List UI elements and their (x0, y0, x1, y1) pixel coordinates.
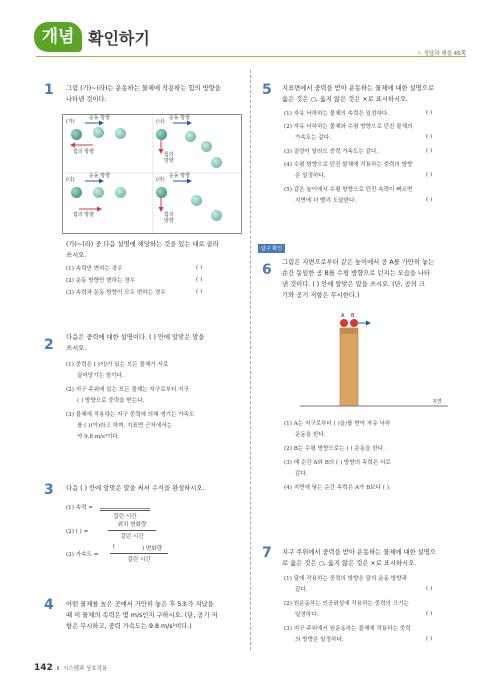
chapter-label: Ⅱ. 시스템과 상호작용 (56, 666, 108, 672)
page-number: 142 (34, 663, 53, 673)
answer-item: 가속도는 같다. (295, 135, 331, 141)
answer-reference-text: 정답과 해설 45쪽 (423, 51, 466, 57)
ball-a-label: A (341, 313, 345, 319)
formula-numerator: ) 변화량 (141, 546, 163, 552)
ball (185, 131, 196, 142)
answer-item: 같다. (295, 587, 308, 593)
answer-blank[interactable]: ( ) (426, 611, 433, 617)
page-footer (34, 663, 107, 673)
ball-b-label: B (351, 313, 355, 319)
question-number: 1 (44, 82, 54, 98)
answer-blank[interactable]: ( ) (426, 110, 433, 116)
answer-blank[interactable]: ( ) (426, 134, 433, 140)
answer-item: 를 ( )(이)라고 하며, 지표면 근처에서는 (77, 423, 173, 429)
question-text: (가)~(라) 중 다음 설명에 해당하는 것을 있는 대로 골라 (66, 241, 219, 248)
header-rule (36, 56, 466, 57)
question-text: 옳은 것은 ○, 옳지 않은 것은 ×로 표시하시오. (282, 96, 409, 103)
force-direction-figure (62, 114, 242, 234)
panel-label: (나) (156, 119, 165, 125)
answer-item: (1) 속력만 변하는 경우 (66, 266, 123, 272)
answer-item: (2) 원운동하는 인공위성에 작용하는 중력의 크기는 (284, 601, 409, 607)
formula-denominator: 걸린 시간 (113, 514, 137, 520)
force-direction-label: 힘의 (164, 152, 174, 158)
formula-label: (1) 속력 = (66, 505, 93, 511)
pencil-icon: ✎ (417, 51, 424, 57)
answer-item: 의 방향은 일정하다. (295, 637, 344, 643)
answer-item: (3) 질량이 달라도 중력 가속도는 같다. (284, 149, 379, 155)
question-text: 낸 것이다. ( ) 안에 알맞은 말을 쓰시오. (단, 공의 크 (282, 281, 425, 288)
answer-reference (417, 49, 466, 57)
ball (156, 187, 167, 198)
ball (211, 210, 222, 221)
answer-item: (4) 지면에 닿는 순간 속력은 A가 B보다 ( ). (284, 485, 391, 491)
force-direction-label: 힘의 (164, 212, 174, 218)
move-direction-label: 운동 방향 (169, 115, 190, 121)
projectile-figure (300, 310, 450, 410)
question-text: 항은 무시하고, 중력 가속도는 9.8 m/s²이다.) (66, 623, 192, 630)
formula-numerator-blank[interactable] (100, 508, 150, 509)
ball (201, 141, 212, 152)
formula-denominator: 걸린 시간 (120, 534, 144, 540)
answer-item: 같다. (295, 471, 308, 477)
answer-item: (1) 자유 낙하하는 물체의 속력은 일정하다. (284, 111, 390, 117)
formula-paren: ( (112, 544, 116, 550)
answer-item: ( ) 방향으로 중력을 받는다. (77, 398, 145, 404)
formula-denominator: 걸린 시간 (127, 557, 151, 563)
ball-a (340, 319, 348, 327)
question-text: 쓰시오. (66, 345, 87, 352)
formula-numerator: 위치 변화량 (117, 522, 147, 528)
answer-item: (5) 같은 높이에서 수평 방향으로 던진 속력이 빠르면 (284, 187, 413, 193)
ground-label: 지면 (432, 399, 442, 405)
panel-label: (라) (156, 177, 165, 183)
force-direction-label: 힘의 방향 (73, 212, 94, 218)
answer-item: 지면에 더 빨리 도달한다. (295, 198, 357, 204)
formula-label: (3) 가속도 = (66, 552, 99, 558)
answer-blank[interactable]: ( ) (426, 148, 433, 154)
question-text: 쓰시오. (66, 252, 87, 259)
panel-label: (다) (66, 177, 75, 183)
question-number: 6 (262, 262, 272, 278)
ball (71, 187, 82, 198)
page-header (0, 0, 500, 70)
question-text: 다음 ( ) 안에 알맞은 말을 써서 수식을 완성하시오. (66, 485, 205, 492)
answer-item: (2) 자유 낙하하는 물체와 수평 방향으로 던진 물체의 (284, 124, 413, 130)
tower (340, 328, 358, 406)
question-text: 다음은 중력에 대한 설명이다. ( ) 안에 알맞은 말을 (66, 334, 205, 341)
force-direction-label: 힘의 방향 (73, 149, 94, 155)
answer-item: (3) 속력과 운동 방향이 모두 변하는 경우 (66, 290, 166, 296)
answer-item: (4) 수평 방향으로 던진 물체에 작용하는 중력의 방향 (284, 162, 413, 168)
answer-blank[interactable]: ( ) (426, 636, 433, 642)
ball (156, 129, 167, 140)
answer-item: (3) 지구 주위에서 원운동하는 물체에 작용하는 중력 (284, 626, 411, 632)
answer-item: 약 9.8 m/s²이다. (77, 434, 120, 440)
fraction-bar (110, 553, 168, 554)
answer-blank[interactable]: ( ) (426, 586, 433, 592)
question-text: 그림은 지면으로부터 같은 높이에서 공 A를 가만히 놓는 (282, 259, 435, 266)
ball (115, 128, 126, 139)
question-text: 지표면에서 중력을 받아 운동하는 물체에 대한 설명으로 (282, 85, 434, 92)
answer-item: (3) 매 순간 A와 B의 ( ) 방향의 속력은 서로 (284, 460, 391, 466)
answer-item: 끌어당기는 힘이다. (77, 373, 124, 379)
answer-blank[interactable]: ( ) (196, 265, 203, 271)
answer-item: (1) 달에 작용하는 중력의 방향은 달의 운동 방향과 (284, 576, 408, 582)
force-direction-label: 방향 (164, 158, 174, 164)
move-direction-label: 운동 방향 (89, 115, 110, 121)
ball (211, 157, 222, 168)
question-number: 7 (262, 545, 272, 561)
answer-blank[interactable]: ( ) (196, 289, 203, 295)
question-text: 로 옳은 것은 ○, 옳지 않은 것은 ×로 표시하시오. (282, 560, 417, 567)
panel-label: (가) (66, 119, 75, 125)
force-direction-label: 방향 (164, 218, 174, 224)
ball (191, 195, 202, 206)
question-number: 4 (44, 597, 54, 613)
ball-b (350, 319, 358, 327)
page-title: 확인하기 (88, 29, 150, 48)
answer-item: 운동을 한다. (295, 432, 326, 438)
answer-item: 은 일정하다. (295, 173, 326, 179)
ball (93, 127, 104, 138)
ball (115, 187, 126, 198)
question-text: 지구 주위에서 중력을 받아 운동하는 물체에 대한 설명으 (282, 549, 436, 556)
section-tag: 탐구 확인 (258, 244, 285, 253)
answer-item: (2) 지구 주위에 있는 모든 물체는 지구로부터 지구 (66, 387, 190, 393)
answer-item: (1) A는 지구로부터 ( )을/를 받아 자유 낙하 (284, 421, 391, 427)
tower-top (340, 328, 358, 334)
move-direction-label: 운동 방향 (169, 173, 190, 179)
question-number: 5 (262, 82, 272, 98)
fraction-bar (108, 530, 156, 531)
question-text: 어떤 물체를 높은 곳에서 가만히 놓은 후 5초가 지났을 (66, 601, 214, 608)
question-number: 2 (44, 337, 54, 353)
answer-blank[interactable]: ( ) (426, 197, 433, 203)
ball (71, 129, 82, 140)
question-text: 기와 공기 저항은 무시한다.) (282, 292, 360, 299)
answer-item: (3) 물체에 작용하는 지구 중력에 의해 생기는 가속도 (66, 412, 195, 418)
question-text: 그림 (가)~(라)는 운동하는 물체에 작용하는 힘의 방향을 (66, 85, 221, 92)
question-text: 때 이 물체의 속력은 몇 m/s인지 구하시오. (단, 공기 저 (66, 612, 218, 619)
answer-item: (2) B는 수평 방향으로는 ( ) 운동을 한다. (284, 446, 385, 452)
question-number: 3 (44, 482, 54, 498)
column-divider (250, 70, 251, 650)
answer-item: 일정하다. (295, 612, 319, 618)
answer-item: (2) 운동 방향만 변하는 경우 (66, 278, 136, 284)
question-text: 순간 동일한 공 B를 수평 방향으로 던지는 모습을 나타 (282, 270, 431, 277)
answer-item: (1) 중력은 ( )이/가 있는 모든 물체가 서로 (66, 362, 169, 368)
ball (93, 187, 104, 198)
formula-label: (2) ( ) = (66, 529, 89, 535)
answer-blank[interactable]: ( ) (426, 172, 433, 178)
concept-badge: 개념 (34, 22, 82, 52)
question-text: 나타낸 것이다. (66, 96, 107, 103)
answer-blank[interactable]: ( ) (196, 277, 203, 283)
fraction-bar (100, 510, 150, 511)
move-direction-label: 운동 방향 (89, 173, 110, 179)
